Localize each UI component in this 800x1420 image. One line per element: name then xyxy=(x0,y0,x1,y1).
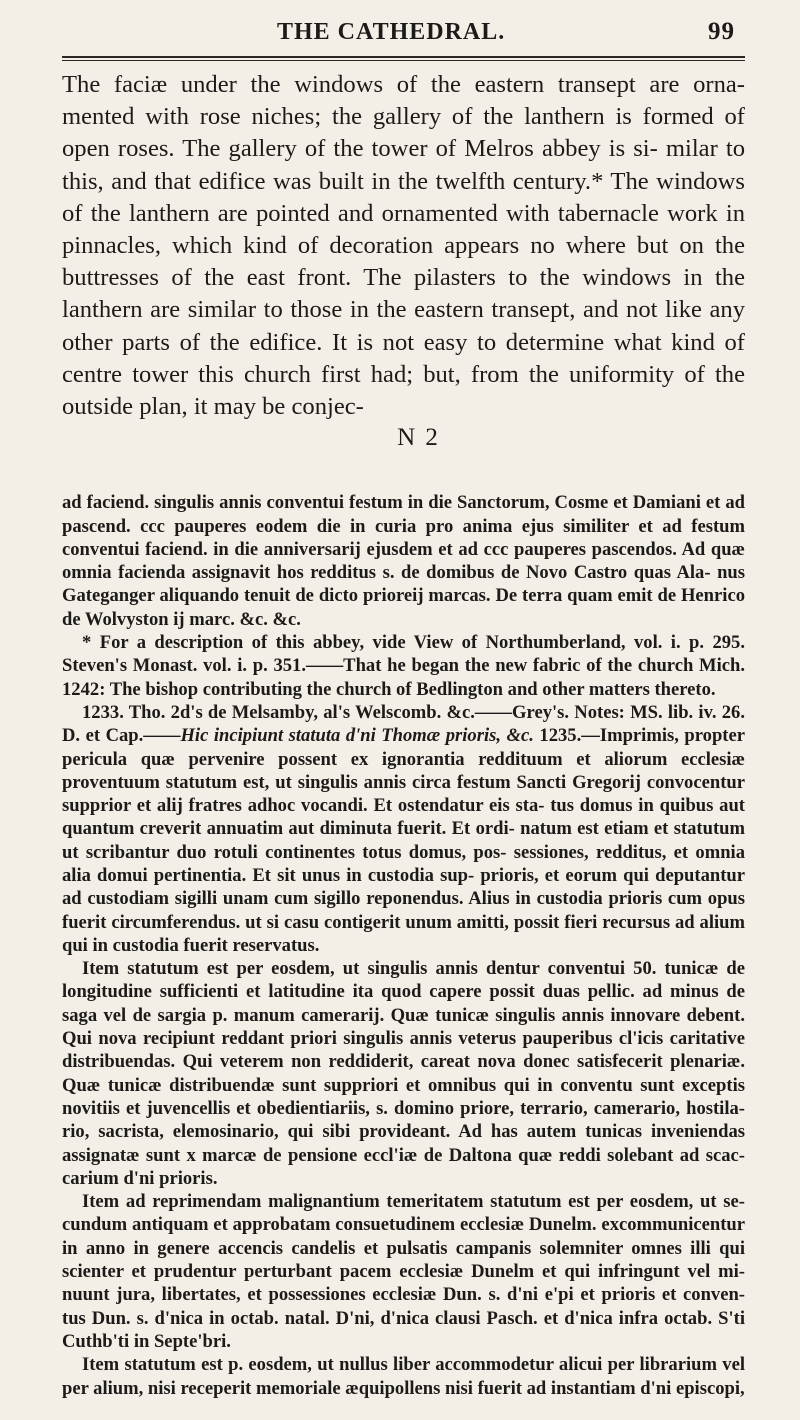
main-text xyxy=(62,69,745,423)
citation-start: 1233. Tho. 2d's de Melsamby, al's Welscomb. &c.——Grey's. Notes: MS. lib. iv. 26. D. et Cap.—— xyxy=(62,701,745,747)
footnote-continued: ad faciend. singulis annis conventui festum in die Sanctorum, Cosme et Damiani et ad pascend. ccc pauperes eodem die in curia pro anima ejus similiter et ad festum conventui faciend. in die anniversarij ejusdem et ad ccc pauperes pascendos. Ad quæ omnia facienda assignavit hos redditus s. de domibus de Novo Castro quas Ala- nus Gateganger aliquando tenuit de dicto prioreij marcas. De terra quam emit de Henrico de Wolvyston ij marc. &c. &c. xyxy=(62,492,745,630)
citation-italic: Hic incipiunt statuta d'ni Thomæ prioris, &c. xyxy=(180,725,534,747)
footnotes xyxy=(62,491,745,1400)
citation-end: 1235.—Imprimis, propter pericula quæ pervenire possent ex ignorantia reddituum et aliorum ecclesiæ proventuum statutum est, ut singulis annis circa festum Sancti Gregorij convocentur supprior et alij fratres adhoc vocandi. Et ostendatur eis sta- tus domus in quibus aut quantum creverit annuatim aut diminuta fuerit. Et ordi- natum est etiam et statutum ut scribantur duo rotuli continentes totus domus, pos- sessiones, redditus, et omnia alia domui pertinentia. Et sit unus in custodia sup- prioris, et eorum qui deputantur ad custodiam sigilli unam cum sigillo reponendus. Alius in custodia prioris cum opus fuerit circumferendus. ut si casu contigerit unum amitti, possit fieri recursus ad alium qui in custodia fuerit reservatus. xyxy=(62,725,745,956)
signature-mark: N 2 xyxy=(397,424,440,452)
main-paragraph: The faciæ under the windows of the eastern transept are orna- mented with rose niches; the gallery of the lanthern is formed of open roses. The gallery of the tower of Melros abbey is si- milar to this, and that edifice was built in the twelfth century.* The windows of the lanthern are pointed and ornamented with tabernacle work in pinnacles, which kind of decoration appears no where but on the buttresses of the east front. The pilasters to the windows in the lanthern are similar to those in the eastern transept, and not like any other parts of the edifice. It is not easy to determine what kind of centre tower this church first had; but, from the uniformity of the outside plan, it may be conjec- xyxy=(62,71,745,421)
header-rule xyxy=(62,56,745,61)
footnote-item-excommunication: Item ad reprimendam malignantium temeritatem statutum est per eosdem, ut se- cundum antiquam et approbatam consuetudinem ecclesiæ Dunelm. excommunicentur in anno in genere accencis candelis et pulsatis campanis solemniter omnes illi qui scienter et prudentur perturbant pacem ecclesiæ Dunelm et qui infringunt vel mi- nuunt jura, libertates, et possessiones ecclesiæ Dun. s. d'ni e'pi et prioris et conven- tus Dun. s. d'nica in octab. natal. D'ni, d'nica clausi Pasch. et d'nica infra octab. S'ti Cuthb'ti in Septe'bri. xyxy=(62,1191,745,1352)
footnote-citation xyxy=(62,701,745,957)
footnote-item-library: Item statutum est p. eosdem, ut nullus liber accommodetur alicui per librarium vel per alium, nisi receperit memoriale æquipollens nisi fuerit ad instantiam d'ni episcopi, xyxy=(62,1354,745,1399)
footnote-item-tunics: Item statutum est per eosdem, ut singulis annis dentur conventui 50. tunicæ de longitudine sufficienti et latitudine ita quod capere possit duas pellic. ad minus de saga vel de sargia p. manum camerarij. Quæ tunicæ singulis annis innovare debent. Qui nova recipiunt reddant priori singulis annis veterus pauperibus cl'icis caritative distribuendas. Qui veterem non reddiderit, careat nova donec satisfecerit plenariæ. Quæ tunicæ distribuendæ sunt suppriori et omnibus qui in conventu sunt exceptis novitiis et juvencellis et obedientiariis, s. domino priore, terrario, camerario, hostila- rio, sacrista, elemosinario, qui sibi provideant. Ad has autem tunicas inveniendas assignatæ sunt x marcæ de pensione eccl'iæ de Daltona quæ reddi solebant ad scac- carium d'ni prioris. xyxy=(62,958,745,1189)
running-title: THE CATHEDRAL. xyxy=(277,19,506,45)
footnote-star: * For a description of this abbey, vide View of Northumberland, vol. i. p. 295. Steven's Monast. vol. i. p. 351.——That he began the new fabric of the church Mich. 1242: The bishop contributing the church of Bedlington and other matters thereto. xyxy=(62,632,745,700)
running-head xyxy=(62,18,745,48)
page-number: 99 xyxy=(708,18,735,45)
